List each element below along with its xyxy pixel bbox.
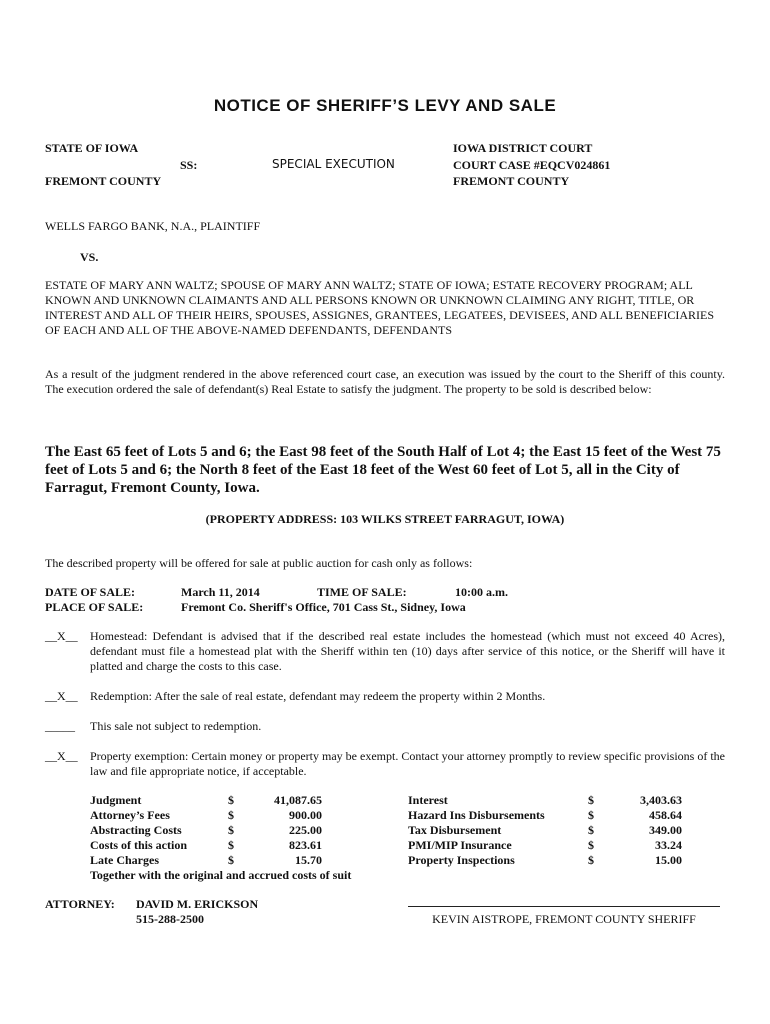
sale-time-label: TIME OF SALE: — [317, 585, 407, 599]
cost-label: Judgment — [90, 793, 142, 807]
homestead-mark: __X__ — [45, 629, 78, 643]
currency-symbol: $ — [588, 823, 594, 837]
cost-label: Attorney’s Fees — [90, 808, 170, 822]
cost-row — [90, 808, 340, 823]
property-address: (PROPERTY ADDRESS: 103 WILKS STREET FARRAGUT, IOWA) — [205, 512, 565, 526]
currency-symbol: $ — [588, 793, 594, 807]
cost-amount: 3,403.63 — [640, 793, 682, 807]
cost-row — [408, 838, 688, 853]
court-label: IOWA DISTRICT COURT — [453, 141, 593, 155]
county-right-label: FREMONT COUNTY — [453, 174, 570, 188]
currency-symbol: $ — [228, 853, 234, 867]
exemption-mark: __X__ — [45, 749, 78, 763]
cost-amount: 349.00 — [649, 823, 682, 837]
cost-row — [408, 853, 688, 868]
cost-label: PMI/MIP Insurance — [408, 838, 512, 852]
cost-amount: 225.00 — [289, 823, 322, 837]
plaintiff: WELLS FARGO BANK, N.A., PLAINTIFF — [45, 219, 261, 233]
together-note: Together with the original and accrued costs of suit — [90, 868, 352, 882]
redemption-mark: __X__ — [45, 689, 78, 703]
currency-symbol: $ — [588, 838, 594, 852]
no-redemption-mark: _____ — [45, 719, 75, 733]
sale-place-label: PLACE OF SALE: — [45, 600, 144, 614]
attorney-phone: 515-288-2500 — [136, 912, 204, 926]
cost-label: Abstracting Costs — [90, 823, 182, 837]
cost-label: Tax Disbursement — [408, 823, 502, 837]
cost-row — [90, 853, 340, 868]
currency-symbol: $ — [588, 808, 594, 822]
redemption-text: Redemption: After the sale of real estate, defendant may redeem the property within 2 Months. — [90, 689, 546, 703]
county-left-label: FREMONT COUNTY — [45, 174, 162, 188]
sale-place: Fremont Co. Sheriff's Office, 701 Cass St., Sidney, Iowa — [181, 600, 466, 614]
homestead-text: Homestead: Defendant is advised that if the described real estate includes the homestead (which must not exceed 40 Acres), defendant must file a homestead plat with the Sheriff within ten (10) days after service of this notice, or the Sheriff will have it platted and charge the costs to this case. — [90, 629, 725, 673]
cost-amount: 900.00 — [289, 808, 322, 822]
exemption-text: Property exemption: Certain money or property may be exempt. Contact your attorney promptly to review specific provisions of the law and file appropriate notice, if acceptable. — [90, 749, 725, 778]
versus-label: VS. — [80, 250, 99, 264]
sheriff-name: KEVIN AISTROPE, FREMONT COUNTY SHERIFF — [432, 912, 696, 926]
intro-paragraph: As a result of the judgment rendered in the above referenced court case, an execution was issued by the court to the Sheriff of this county. The execution ordered the sale of defendant(s) Real Estate to satisfy the judgment. The property to be sold is described below: — [45, 367, 725, 396]
currency-symbol: $ — [228, 823, 234, 837]
ss-label: SS: — [180, 158, 198, 172]
attorney-name: DAVID M. ERICKSON — [136, 897, 259, 911]
currency-symbol: $ — [228, 808, 234, 822]
cost-row — [90, 823, 340, 838]
cost-amount: 15.00 — [655, 853, 682, 867]
attorney-label: ATTORNEY: — [45, 897, 115, 911]
sale-date-label: DATE OF SALE: — [45, 585, 136, 599]
sale-time: 10:00 a.m. — [455, 585, 508, 599]
cost-amount: 15.70 — [295, 853, 322, 867]
cost-row — [408, 808, 688, 823]
currency-symbol: $ — [588, 853, 594, 867]
signature-line — [408, 906, 720, 907]
cost-label: Late Charges — [90, 853, 159, 867]
cost-row — [408, 793, 688, 808]
cost-label: Interest — [408, 793, 448, 807]
document-title: NOTICE OF SHERIFF’S LEVY AND SALE — [213, 96, 557, 115]
cost-row — [408, 823, 688, 838]
cost-label: Hazard Ins Disbursements — [408, 808, 545, 822]
cost-row — [90, 793, 340, 808]
cost-amount: 823.61 — [289, 838, 322, 852]
cost-amount: 41,087.65 — [274, 793, 322, 807]
sale-date: March 11, 2014 — [181, 585, 260, 599]
court-case-number: COURT CASE #EQCV024861 — [453, 158, 611, 172]
cost-row — [90, 838, 340, 853]
cost-amount: 33.24 — [655, 838, 682, 852]
special-execution-label: SPECIAL EXECUTION — [272, 157, 395, 171]
auction-text: The described property will be offered for sale at public auction for cash only as follows: — [45, 556, 473, 570]
cost-amount: 458.64 — [649, 808, 682, 822]
cost-label: Property Inspections — [408, 853, 515, 867]
currency-symbol: $ — [228, 793, 234, 807]
no-redemption-text: This sale not subject to redemption. — [90, 719, 262, 733]
state-label: STATE OF IOWA — [45, 141, 139, 155]
defendants: ESTATE OF MARY ANN WALTZ; SPOUSE OF MARY ANN WALTZ; STATE OF IOWA; ESTATE RECOVERY PROGRAM; ALL KNOWN AND UNKNOWN CLAIMANTS AND ALL PERSONS KNOWN OR UNKNOWN CLAIMING ANY RIGHT, TITLE, OR INTEREST AND ALL OF THEIR HEIRS, SPOUSES, ASSIGNES, GRANTEES, LEGATEES, DEVISEES, AND ALL BENEFICIARIES OF EACH AND ALL OF THE ABOVE-NAMED DEFENDANTS, DEFENDANTS — [45, 278, 715, 337]
cost-label: Costs of this action — [90, 838, 188, 852]
legal-description: The East 65 feet of Lots 5 and 6; the East 98 feet of the South Half of Lot 4; the East 15 feet of the West 75 feet of Lots 5 and 6; the North 8 feet of the East 18 feet of the West 60 feet of Lot 5, all in the City of Farragut, Fremont County, Iowa. — [45, 444, 721, 496]
currency-symbol: $ — [228, 838, 234, 852]
